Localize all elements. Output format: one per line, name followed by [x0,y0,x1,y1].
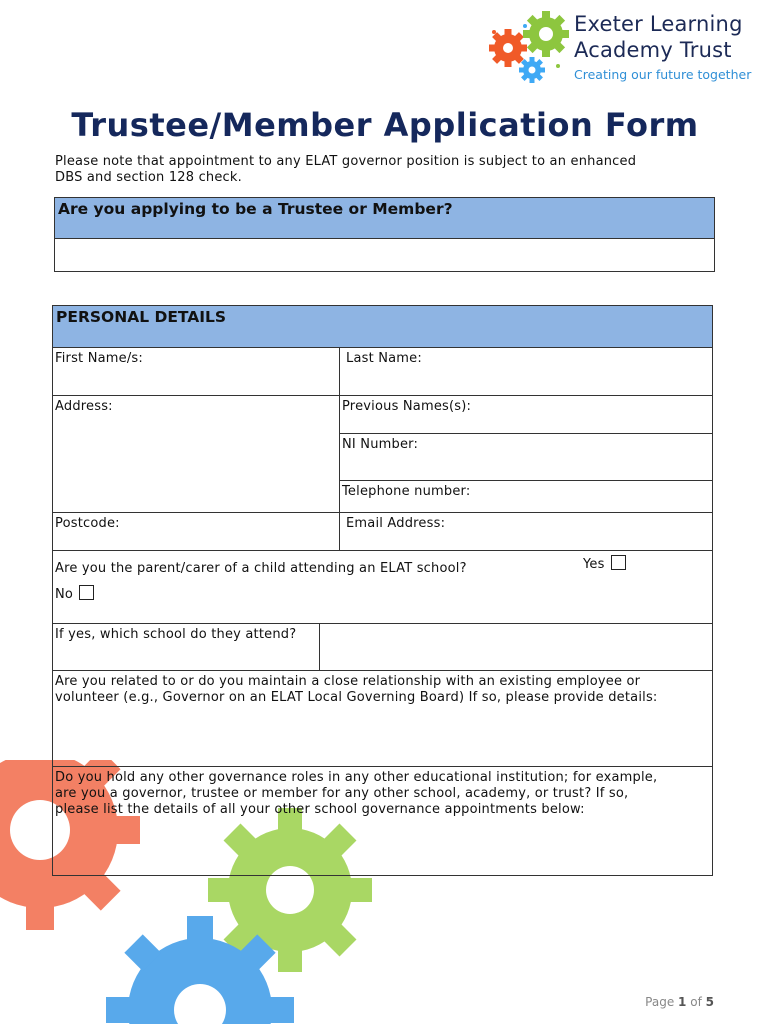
roles-line3: please list the details of all your other school governance appointments below: [55,802,585,817]
yes-label: Yes [583,557,605,572]
page-total: 5 [705,995,714,1009]
first-name-label: First Name/s: [55,351,143,366]
email-field[interactable] [339,512,712,550]
last-name-field[interactable] [339,348,712,395]
relationship-line1: Are you related to or do you maintain a close relationship with an existing employee or [55,674,641,689]
personal-details-header: PERSONAL DETAILS [53,306,712,348]
note-line2: DBS and section 128 check. [55,170,242,185]
email-label: Email Address: [346,516,446,531]
address-field[interactable] [53,395,339,512]
no-label: No [55,587,74,602]
logo-tagline: Creating our future together [574,67,752,82]
previous-names-field[interactable] [339,395,712,433]
elat-logo [486,10,761,90]
page-current: 1 [678,995,687,1009]
roles-line2: are you a governor, trustee or member for any other school, academy, or trust? If so, [55,786,629,801]
telephone-field[interactable] [339,480,712,512]
school-question-cell [53,623,319,670]
dbs-note [55,154,715,186]
logo-line1: Exeter Learning [574,12,743,36]
parent-question-label: Are you the parent/carer of a child attending an ELAT school? [55,561,467,576]
telephone-label: Telephone number: [342,484,471,499]
logo-gears-icon [486,10,572,86]
note-line1: Please note that appointment to any ELAT governor position is subject to an enhanced [55,154,637,169]
last-name-label: Last Name: [346,351,422,366]
page-number [645,995,714,1009]
postcode-field[interactable] [53,512,339,550]
applying-header: Are you applying to be a Trustee or Member? [55,198,714,239]
ni-number-field[interactable] [339,433,712,480]
school-label: If yes, which school do they attend? [55,627,297,642]
postcode-label: Postcode: [55,516,120,531]
logo-line2: Academy Trust [574,38,732,62]
first-name-field[interactable] [53,348,339,395]
page-word: Page [645,995,675,1009]
of-word: of [690,995,702,1009]
address-label: Address: [55,399,113,414]
yes-checkbox[interactable] [611,555,626,570]
parent-question-row [53,550,712,623]
personal-details-section [52,305,713,876]
relationship-field[interactable] [53,670,712,766]
school-answer-field[interactable] [319,623,712,670]
applying-answer-field[interactable] [55,239,714,271]
page-title: Trustee/Member Application Form [71,106,699,144]
previous-names-label: Previous Names(s): [342,399,472,414]
roles-line1: Do you hold any other governance roles in any other educational institution; for example, [55,770,658,785]
no-checkbox[interactable] [79,585,94,600]
no-option [55,585,94,602]
governance-roles-field[interactable] [53,766,712,875]
ni-number-label: NI Number: [342,437,419,452]
yes-option [583,555,626,572]
relationship-line2: volunteer (e.g., Governor on an ELAT Local Governing Board) If so, please provide details: [55,690,658,705]
applying-section [54,197,715,272]
